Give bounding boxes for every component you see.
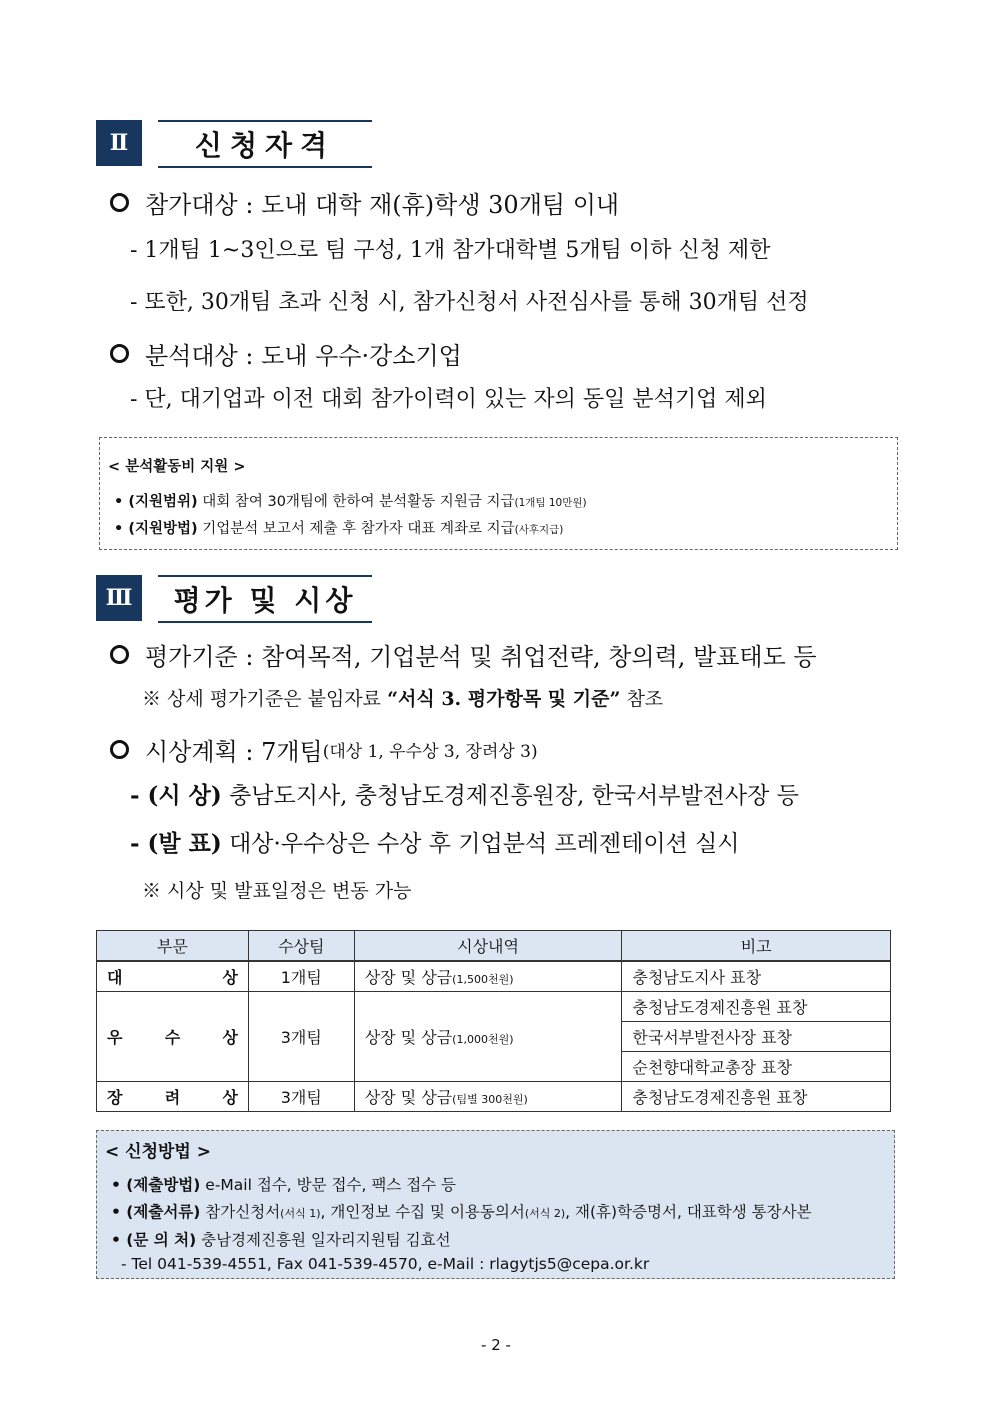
teams-excellence: 3개팀 — [248, 992, 354, 1082]
header-category: 부문 — [97, 931, 249, 962]
bullet-evaluation-criteria — [110, 637, 817, 672]
note-form-reference: “서식 3. 평가항목 및 기준” — [387, 688, 621, 710]
prize-encouragement: 상장 및 상금(팀별 300천원) — [354, 1082, 622, 1112]
circle-bullet-icon — [110, 193, 129, 212]
support-method-label: • (지원방법) — [114, 521, 198, 537]
table-header-row — [97, 931, 891, 962]
submission-method-text: e-Mail 접수, 방문 접수, 팩스 접수 등 — [200, 1176, 457, 1194]
header-prize: 시상내역 — [354, 931, 622, 962]
section-title-qualification: 신청자격 — [158, 120, 372, 168]
prize-grand-prize: 상장 및 상금(1,500천원) — [354, 961, 622, 992]
remark-grand-prize: 충청남도지사 표창 — [622, 961, 891, 992]
category-excellence: 우 수 상 — [97, 992, 249, 1082]
criteria-reference-note — [142, 684, 663, 711]
table-row-grand-prize — [97, 961, 891, 992]
presentation-text: 대상·우수상은 수상 후 기업분석 프레젠테이션 실시 — [221, 831, 740, 857]
team-composition-text: - 1개팀 1~3인으로 팀 구성, 1개 참가대학별 5개팀 이하 신청 제한 — [130, 238, 771, 263]
section-number-3: Ⅲ — [96, 575, 142, 621]
table-row-encouragement — [97, 1082, 891, 1112]
contact-label: • (문 의 처) — [111, 1231, 197, 1249]
exclusion-text: - 단, 대기업과 이전 대회 참가이력이 있는 자의 동일 분석기업 제외 — [130, 387, 767, 412]
support-method — [114, 517, 563, 538]
award-givers-label: - (시 상) — [130, 782, 222, 809]
presentation-label: - (발 표) — [130, 830, 222, 857]
header-teams: 수상팀 — [248, 931, 354, 962]
remark-excellence-1: 충청남도경제진흥원 표창 — [622, 992, 891, 1022]
participants-text: 참가대상 : 도내 대학 재(휴)학생 30개팀 이내 — [145, 191, 620, 219]
teams-encouragement: 3개팀 — [248, 1082, 354, 1112]
prize-excellence: 상장 및 상금(1,000천원) — [354, 992, 622, 1082]
teams-grand-prize: 1개팀 — [248, 961, 354, 992]
category-encouragement: 장 려 상 — [97, 1082, 249, 1112]
presentation-info — [130, 825, 740, 858]
award-givers-text: 충남도지사, 충청남도경제진흥원장, 한국서부발전사장 등 — [221, 783, 799, 809]
contact-text: 충남경제진흥원 일자리지원팀 김효선 — [196, 1231, 451, 1249]
awards-table — [96, 930, 891, 1112]
analysis-support-box — [99, 437, 898, 550]
support-scope — [114, 490, 587, 511]
support-box-title: < 분석활동비 지원 > — [108, 459, 246, 475]
contact-info — [111, 1228, 451, 1250]
evaluation-criteria-text: 평가기준 : 참여목적, 기업분석 및 취업전략, 창의력, 발표태도 등 — [145, 643, 817, 671]
bullet-participants — [110, 185, 619, 220]
submission-documents-label: • (제출서류) — [111, 1203, 201, 1221]
section-number-2: Ⅱ — [96, 120, 142, 166]
category-grand-prize: 대 상 — [97, 961, 249, 992]
submission-method — [111, 1173, 456, 1195]
header-remarks: 비고 — [622, 931, 891, 962]
section-title-evaluation: 평가 및 시상 — [158, 575, 372, 623]
schedule-change-note: ※ 시상 및 발표일정은 변동 가능 — [142, 880, 412, 902]
bullet-award-plan — [110, 732, 538, 767]
application-box-title: < 신청방법 > — [105, 1142, 212, 1162]
support-method-note: (사후지급) — [514, 524, 564, 536]
support-scope-label: • (지원범위) — [114, 494, 198, 510]
team-selection-text: - 또한, 30개팀 초과 신청 시, 참가신청서 사전심사를 통해 30개팀 선정 — [130, 290, 809, 315]
support-method-text: 기업분석 보고서 제출 후 참가자 대표 계좌로 지급 — [197, 521, 515, 537]
award-givers — [130, 777, 799, 810]
submission-method-label: • (제출방법) — [111, 1176, 201, 1194]
note-suffix: 참조 — [620, 688, 664, 710]
remark-encouragement: 충청남도경제진흥원 표창 — [622, 1082, 891, 1112]
note-prefix: ※ 상세 평가기준은 붙임자료 — [142, 688, 388, 710]
page-number: - 2 - — [481, 1336, 511, 1354]
remark-excellence-3: 순천향대학교총장 표창 — [622, 1052, 891, 1082]
contact-details: - Tel 041-539-4551, Fax 041-539-4570, e-Mail : rlagytjs5@cepa.or.kr — [121, 1255, 650, 1273]
remark-excellence-2: 한국서부발전사장 표창 — [622, 1022, 891, 1052]
award-plan-detail: (대상 1, 우수상 3, 장려상 3) — [322, 742, 538, 762]
submission-documents: • (제출서류) 참가신청서(서식 1), 개인정보 수집 및 이용동의서(서식 2), 재(휴)학증명서, 대표학생 통장사본 — [111, 1203, 812, 1221]
circle-bullet-icon — [110, 645, 129, 664]
award-plan-text: 시상계획 : 7개팀 — [145, 738, 323, 766]
circle-bullet-icon — [110, 344, 129, 363]
bullet-analysis-target — [110, 336, 462, 371]
analysis-target-text: 분석대상 : 도내 우수·강소기업 — [145, 342, 462, 370]
support-scope-note: (1개팀 10만원) — [514, 497, 587, 509]
application-method-box — [96, 1130, 895, 1279]
table-row-excellence — [97, 992, 891, 1022]
support-scope-text: 대회 참여 30개팀에 한하여 분석활동 지원금 지급 — [197, 494, 515, 510]
circle-bullet-icon — [110, 740, 129, 759]
